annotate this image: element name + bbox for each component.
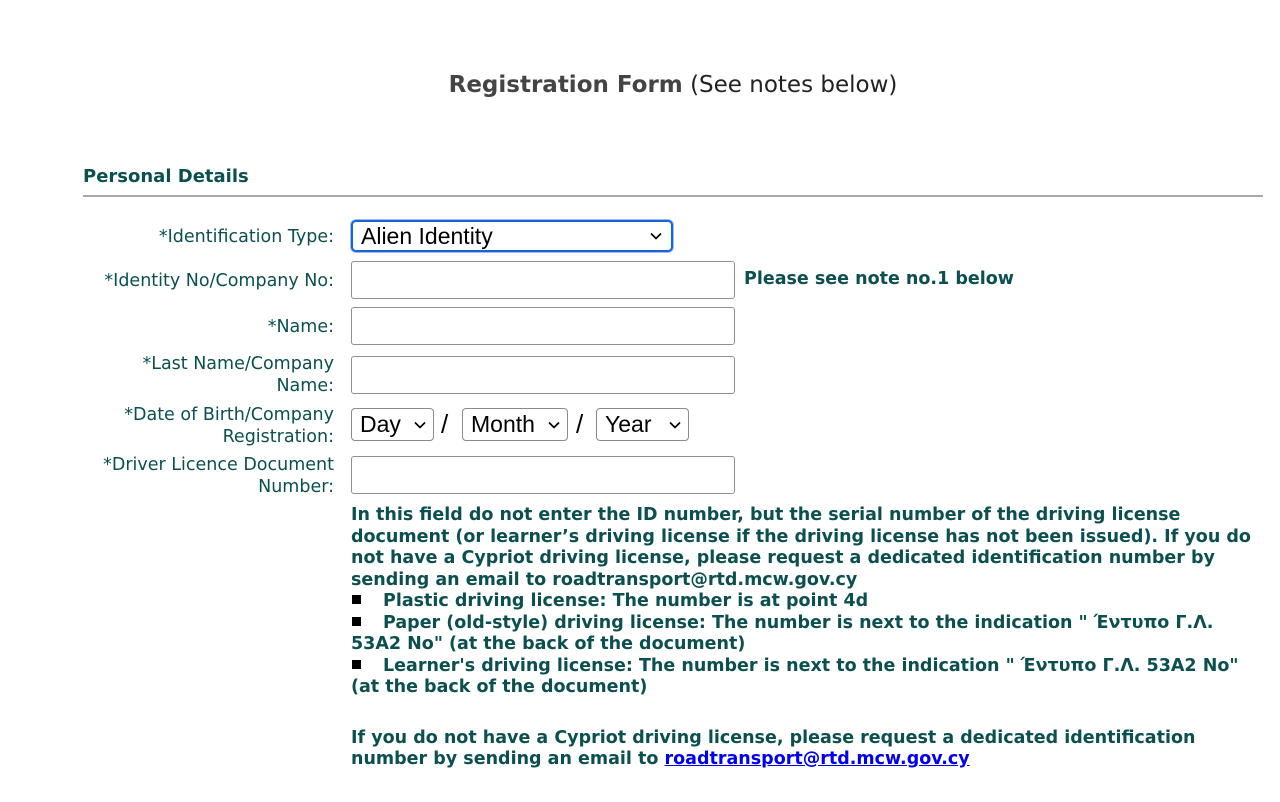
driver-licence-label-line1: *Driver Licence Document <box>103 455 334 475</box>
identification-type-label: *Identification Type: <box>158 227 334 247</box>
last-name-input[interactable] <box>351 356 735 394</box>
identification-type-value: Alien Identity <box>361 222 493 249</box>
driver-licence-input[interactable] <box>351 456 735 494</box>
section-divider <box>83 195 1263 197</box>
identity-no-input[interactable] <box>351 261 735 299</box>
name-label: *Name: <box>267 317 334 337</box>
name-input[interactable] <box>351 307 735 345</box>
page-title-subtitle: (See notes below) <box>690 72 898 98</box>
date-of-birth-label-line1: *Date of Birth/Company <box>124 405 334 425</box>
date-separator: / <box>441 409 449 439</box>
note-bullet-learner <box>351 656 1266 699</box>
note-bullet-text: Plastic driving license: The number is at point 4d <box>383 591 869 611</box>
section-heading-personal-details: Personal Details <box>83 166 249 187</box>
month-value: Month <box>471 411 535 437</box>
last-name-label <box>74 353 334 397</box>
year-value: Year <box>605 411 652 437</box>
notes-intro: In this field do not enter the ID number, but the serial number of the driving license document (or learner’s driving license if the driving license has not been issued). If you do not have a Cypriot driving license, please request a dedicated identification number by sending an email to roadtransport@rtd.mcw.gov.cy <box>351 505 1251 590</box>
identity-no-label: *Identity No/Company No: <box>104 271 334 291</box>
chevron-down-icon <box>668 418 682 432</box>
notes-footer <box>351 728 1266 771</box>
year-select[interactable] <box>596 408 689 441</box>
note-bullet-text: Paper (old-style) driving license: The number is next to the indication " Έντυπο Γ.Λ. 53Α2 No" (at the back of the document) <box>351 612 1214 654</box>
driver-licence-label-line2: Number: <box>258 477 334 497</box>
square-bullet-icon <box>352 595 361 604</box>
page-title <box>0 72 1280 98</box>
date-separator: / <box>576 409 584 439</box>
last-name-label-line2: Name: <box>276 376 334 396</box>
driver-licence-label <box>74 454 334 498</box>
date-of-birth-label <box>74 404 334 448</box>
identification-type-select[interactable] <box>351 220 673 252</box>
square-bullet-icon <box>352 617 361 626</box>
note-bullet-text: Learner's driving license: The number is next to the indication " Έντυπο Γ.Λ. 53Α2 No" (at the back of the document) <box>351 655 1239 697</box>
driver-licence-notes <box>351 505 1266 771</box>
square-bullet-icon <box>352 660 361 669</box>
date-of-birth-label-line2: Registration: <box>222 427 334 447</box>
day-select[interactable] <box>351 408 434 441</box>
last-name-label-line1: *Last Name/Company <box>142 354 334 374</box>
day-value: Day <box>360 411 401 437</box>
email-link[interactable]: roadtransport@rtd.mcw.gov.cy <box>664 749 970 769</box>
note-bullet-plastic <box>351 591 1266 613</box>
chevron-down-icon <box>413 418 427 432</box>
notes-footer-text: If you do not have a Cypriot driving license, please request a dedicated identification number by sending an email to <box>351 727 1196 769</box>
identity-no-note: Please see note no.1 below <box>744 269 1014 289</box>
note-bullet-paper <box>351 613 1266 656</box>
chevron-down-icon <box>547 418 561 432</box>
page-title-main: Registration Form <box>448 72 683 98</box>
chevron-down-icon <box>649 229 663 243</box>
month-select[interactable] <box>462 408 568 441</box>
